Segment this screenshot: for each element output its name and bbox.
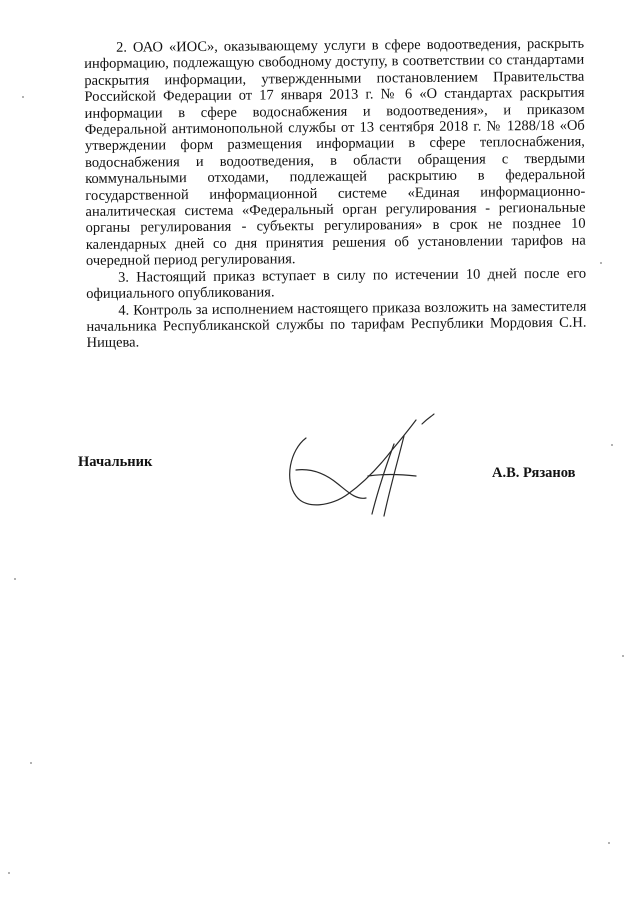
paragraph-2: 2. ОАО «ИОС», оказывающему услуги в сфере водоотведения, раскрыть информацию, подлежащую свободному доступу, в соответствии со стандартами раскрытия информации, утвержденными постановлением Правительства Российской Федерации от 17 января 2013 г. № 6 «О стандартах раскрытия информации в сфере водоснабжения и водоотведения», и приказом Федеральной антимонопольной службы от 13 сентября 2018 г. № 1288/18 «Об утверждении форм размещения информации в сфере теплоснабжения, водоснабжения и водоотведения, в области обращения с твердыми коммунальными отходами, подлежащей раскрытию в федеральной государственной информационной системе «Единая информационно-аналитическая система «Федеральный орган регулирования - региональные органы регулирования - субъекты регулирования» в срок не позднее 10 календарных дней со дня принятия решения об установлении тарифов на очередной период регулирования. — [84, 35, 586, 270]
scan-speck — [600, 262, 602, 264]
scan-speck — [30, 762, 32, 764]
scan-speck — [608, 842, 610, 844]
paragraph-3: 3. Настоящий приказ вступает в силу по истечении 10 дней после его официального опубликования. — [86, 265, 587, 303]
signatory-title: Начальник — [78, 454, 153, 470]
handwritten-signature — [282, 410, 442, 522]
scan-speck — [14, 578, 16, 580]
paragraph-4: 4. Контроль за исполнением настоящего приказа возложить на заместителя начальника Республиканской службы по тарифам Республики Мордовия С.Н. Нищева. — [86, 298, 587, 352]
scan-speck — [8, 872, 10, 874]
scan-speck — [622, 655, 624, 657]
scan-speck — [611, 444, 613, 446]
signatory-name: А.В. Рязанов — [492, 465, 576, 481]
scan-speck — [22, 96, 24, 98]
